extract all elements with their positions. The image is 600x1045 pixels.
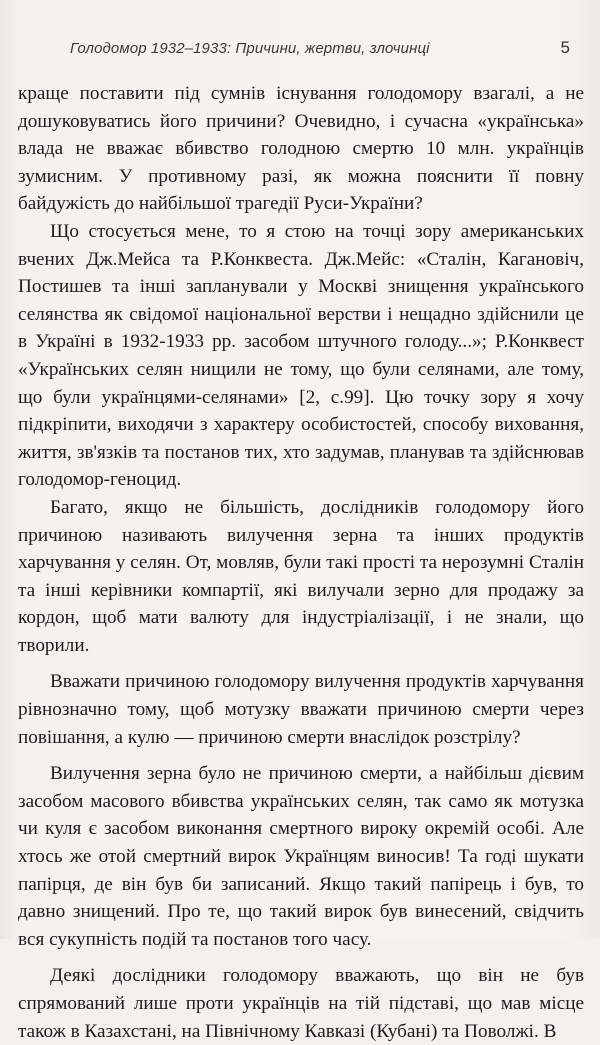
body-text	[18, 80, 584, 1045]
paragraph: Деякі дослідники голодомору вважають, що він не був спрямований лише проти українців на тій підставі, що мав місце також в Казахстані, на Північному Кавказі (Кубані) та Поволжі. В	[18, 965, 584, 1042]
paragraph: Багато, якщо не більшість, дослідників голодомору його причиною називають вилучення зерна та інших продуктів харчування у селян. От, мовляв, були такі прості та нерозумні Сталін та інші керівники компартії, які вилучали зерно для продажу за кордон, щоб мати валюту для індустріалізації, і не знали, що творили.	[18, 496, 584, 656]
paragraph: краще поставити під сумнів існування голодомору взагалі, а не дошуковуватись його причини? Очевидно, і сучасна «українська» влада не вважає вбивство голодною смертю 10 млн. українців зумисним. У противному разі, як можна пояснити її повну байдужість до найбільшої трагедії Руси-України?	[18, 83, 584, 215]
paragraph: Вилучення зерна було не причиною смерти, а найбільш дієвим засобом масового вбивства українських селян, так само як мотузка чи куля є засобом виконання смертного вироку окремій особі. Але хтось же отой смертний вирок Українцям виносив! Та годі шукати папірця, де він був би записаний. Якщо такий папірець і був, то давно знищений. Про те, що такий вирок був винесений, свідчить вся сукупність подій та постанов того часу.	[18, 763, 584, 950]
running-title: Голодомор 1932–1933: Причини, жертви, злочинці	[70, 40, 430, 57]
paragraph: Що стосується мене, то я стою на точці зору американських вчених Дж.Мейса та Р.Конквеста. Дж.Мейс: «Сталін, Кагановіч, Постишев та інші запланували у Москві знищення українського селянства як свідомої національної верстви і нещадно здійснили це в Україні в 1932-1933 рр. засобом штучного голоду...»; Р.Конквест «Українських селян нищили не тому, що були селянами, але тому, що були українцями-селянами» [2, с.99]. Цю точку зору я хочу підкріпити, виходячи з характеру особистостей, способу виховання, життя, зв'язків та постанов тих, хто задумав, планував та здійснював голодомор-геноцид.	[18, 220, 584, 491]
paragraph: Вважати причиною голодомору вилучення продуктів харчування рівнозначно тому, щоб мотузку вважати причиною смерти через повішання, а кулю — причиною смерти внаслідок розстрілу?	[18, 671, 584, 748]
page-number: 5	[560, 38, 570, 57]
